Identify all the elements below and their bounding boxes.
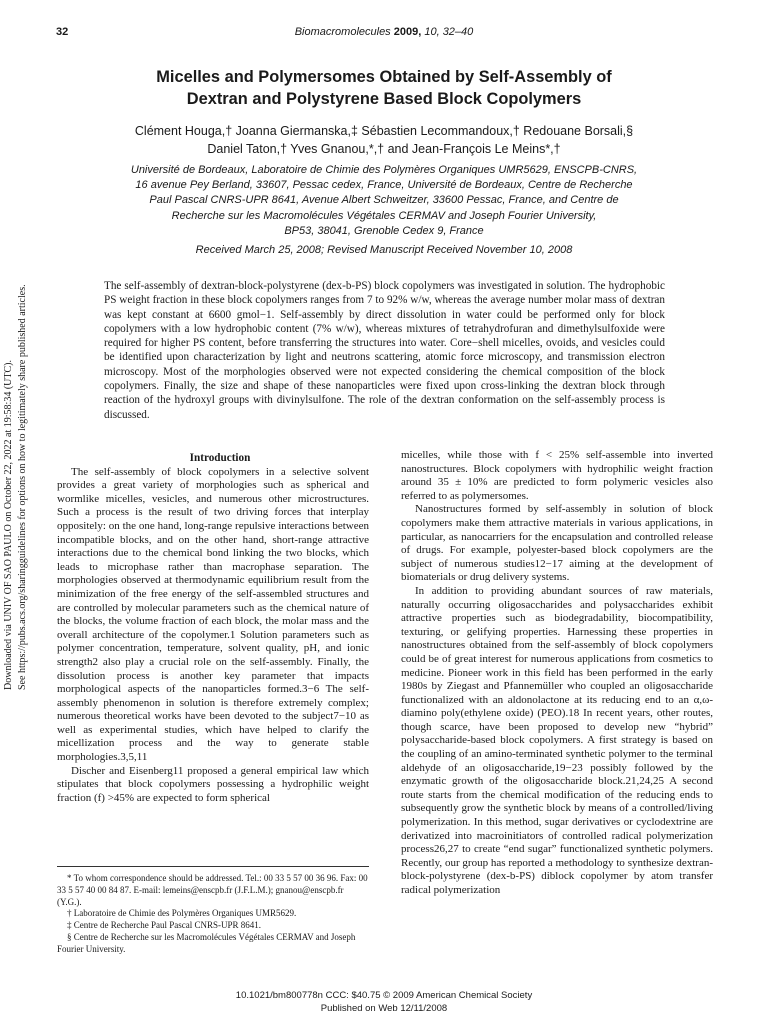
author-list bbox=[90, 122, 678, 158]
footnote-affiliation: † Laboratoire de Chimie des Polymères Organiques UMR5629. bbox=[67, 908, 297, 919]
footnotes bbox=[57, 866, 369, 956]
journal-name: Biomacromolecules bbox=[294, 26, 391, 38]
received-dates: Received March 25, 2008; Revised Manuscript Received November 10, 2008 bbox=[195, 244, 573, 256]
affiliation-line: Université de Bordeaux, Laboratoire de Chimie des Polymères Organiques UMR5629, ENSCPB-CNRS, bbox=[130, 164, 638, 176]
article-title bbox=[80, 66, 688, 110]
doi-copyright: 10.1021/bm800778n CCC: $40.75 © 2009 American Chemical Society bbox=[235, 990, 533, 1001]
title-line-1: Micelles and Polymersomes Obtained by Self-Assembly of bbox=[156, 68, 612, 86]
body-paragraph: Nanostructures formed by self-assembly in solution of block copolymers make them attractive materials in various applications, in particular, as nanocarriers for the encapsulation and controlled release of drugs. For example, polyester-based block copolymers are the subject of numerous studies12−17 aiming at the development of biomaterials or drug delivery systems. bbox=[401, 503, 713, 584]
right-column bbox=[401, 449, 713, 898]
page-footer bbox=[0, 990, 768, 1015]
download-notice bbox=[2, 284, 38, 690]
affiliation-line: Paul Pascal CNRS-UPR 8641, Avenue Albert Schweitzer, 33600 Pessac, France, and Centre de bbox=[149, 194, 619, 207]
journal-citation bbox=[0, 26, 768, 38]
body-paragraph: Discher and Eisenberg11 proposed a general empirical law which stipulates that block copolymers possessing a hydrophilic weight fraction (f) >45% are expected to form spherical bbox=[57, 764, 369, 804]
affiliation-line: 16 avenue Pey Berland, 33607, Pessac cedex, France, Université de Bordeaux, Centre de Recherche bbox=[135, 179, 633, 192]
affiliations bbox=[90, 163, 678, 239]
body-paragraph: The self-assembly of block copolymers in a selective solvent provides a great variety of morphologies such as spherical and wormlike micelles, vesicles, and numerous other microstructures. Such a process is the result of two driving forces that interplay oppositely: on the one hand, long-range repulsive interactions between incompatible blocks, and on the other hand, short-range attractive interactions due to the chemical bond linking the two blocks, which leads to microphase rather than macrophase separation. The morphologies observed at thermodynamic equilibrium result from the minimization of the free energy of the self-assembled structures and are controlled by molecular parameters such as the chemical nature of the blocks, the volume fraction of each block, the molar mass and the overall architecture of the copolymer.1 Solution parameters such as polymer concentration, temperature, solvent quality, pH, and ionic strength2 also play a crucial role on the self-assembly. Finally, the dissolution process is another key parameter that impacts morphological aspects of the nanoparticles formed.3−6 The self-assembly phenomenon in solution is therefore extremely complex; numerous theoretical works have been devoted to the subject7−10 as well as experimental studies, which have helped to clarify the micellization process and the way to generate stable morphologies.3,5,11 bbox=[57, 465, 369, 764]
affiliation-line: Recherche sur les Macromolécules Végétales CERMAV and Joseph Fourier University, bbox=[171, 209, 597, 222]
affiliation-line: BP53, 38041, Grenoble Cedex 9, France bbox=[284, 224, 484, 237]
publication-date: Published on Web 12/11/2008 bbox=[320, 1002, 448, 1014]
introduction-heading: Introduction bbox=[189, 452, 251, 464]
download-notice-line-1: Downloaded via UNIV OF SAO PAULO on October 22, 2022 at 19:58:34 (UTC). bbox=[3, 360, 14, 690]
body-paragraph: In addition to providing abundant sources of raw materials, naturally occurring oligosaccharides and polysaccharides exhibit attractive properties such as biodegradability, biocompatibility, texturing, or gelifying properties. Harnessing these properties in nanostructures obtained from the self-assembly of block copolymers could be of great interest for numerous applications from cosmetics to medicine. Pioneer work in this field has been performed in the early 1980s by Ziegast and Pfannemüller who coupled an oligosaccharide functionalized with an aldonolactone at its reducing end to an α,ω-diamino poly(ethylene oxide) (PEO).18 In recent years, other routes, though scarce, have been proposed to develop new “hybrid” polysaccharide-based block copolymers. A first strategy is based on the coupling of an amino-terminated synthetic polymer to the terminal aldehyde of an oligosaccharide,19−23 possibly followed by the enzymatic growth of the oligosaccharide block.21,24,25 A second route starts from the chemical modification of the reducing ends to subsequently grow the synthetic block by means of a controlled/living polymerization. In this method, sugar derivatives or cyclodextrine are derivatized into macroinitiators of controlled radical polymerization process26,27 to create “end sugar” functionalized synthetic polymers. Recently, our group has reported a methodology to synthesize dextran-block-polystyrene (dex-b-PS) diblock copolymer by atom transfer radical polymerization bbox=[401, 584, 713, 896]
authors-line-2: Daniel Taton,† Yves Gnanou,*,† and Jean-François Le Meins*,† bbox=[207, 142, 561, 156]
footnote-affiliation: ‡ Centre de Recherche Paul Pascal CNRS-UPR 8641. bbox=[67, 920, 261, 931]
page-header bbox=[0, 26, 768, 44]
download-notice-line-2: See https://pubs.acs.org/sharingguidelines for options on how to legitimately share published articles. bbox=[17, 284, 28, 690]
journal-year: 2009, bbox=[393, 26, 422, 38]
footnote-correspondence: * To whom correspondence should be addressed. Tel.: 00 33 5 57 00 36 96. Fax: 00 33 5 57 40 00 84 87. E-mail: lemeins@enscpb.fr (J.F.L.M.); gnanou@enscpb.fr (Y.G.). bbox=[57, 873, 368, 907]
abstract: The self-assembly of dextran-block-polystyrene (dex-b-PS) block copolymers was investigated in solution. The hydrophobic PS weight fraction in these block copolymers ranges from 7 to 92% w/w, whereas the average number molar mass of dextran was kept constant at 6600 gmol−1. Self-assembly by direct dissolution in water could be performed only for block copolymers with a low hydrophobic content (7% w/w), whereas mixtures of tetrahydrofuran and dimethylsulfoxide were required for higher PS content, before transferring the structures into water. Core−shell micelles, ovoids, and vesicles could be identified upon characterization by light and neutrons scattering, atomic force microscopy, and transmission electron microscopy. Most of the morphologies observed were not expected considering the chemical composition of the block copolymers. Finally, the size and shape of these nanoparticles were fixed upon cross-linking the dextran block through reaction of the hydroxyl groups with divinylsulfone. The role of the dextran conformation on the self-assembly process is discussed. bbox=[104, 280, 665, 421]
footnote-affiliation: § Centre de Recherche sur les Macromolécules Végétales CERMAV and Joseph Fourier University. bbox=[57, 931, 356, 954]
authors-line-1: Clément Houga,† Joanna Giermanska,‡ Sébastien Lecommandoux,† Redouane Borsali,§ bbox=[134, 124, 634, 138]
body-paragraph: micelles, while those with f < 25% self-assemble into inverted nanostructures. Block copolymers with hydrophilic weight fraction around 35 ± 10% are predicted to form polymeric vesicles also referred to as polymersomes. bbox=[401, 449, 713, 502]
title-line-2: Dextran and Polystyrene Based Block Copolymers bbox=[186, 90, 582, 108]
page-number: 32 bbox=[56, 26, 69, 38]
left-column bbox=[57, 452, 369, 805]
journal-volume-pages: 10, 32–40 bbox=[424, 26, 474, 38]
